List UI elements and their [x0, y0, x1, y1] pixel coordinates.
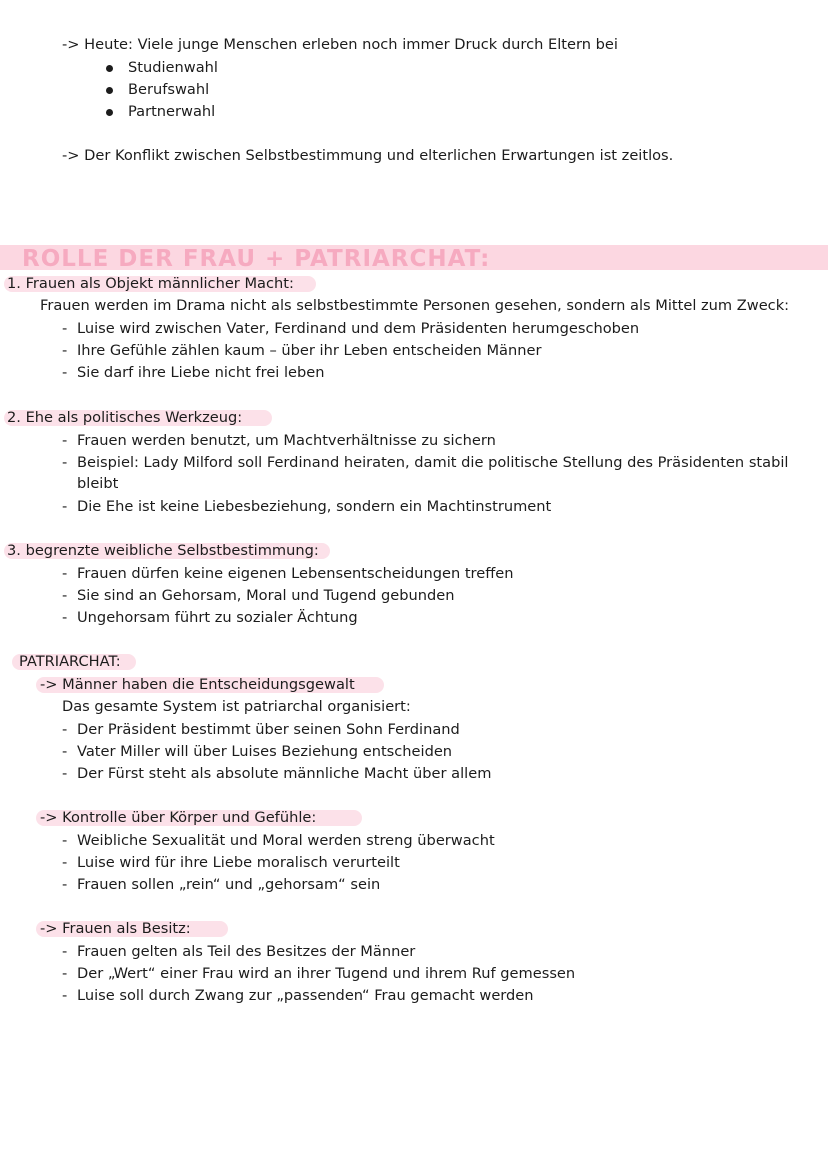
list-item: - Luise wird zwischen Vater, Ferdinand und dem Präsidenten herumgeschoben	[62, 318, 639, 340]
list-item-continuation: bleibt	[77, 475, 119, 492]
list-item: - Beispiel: Lady Milford soll Ferdinand heiraten, damit die politische Stellung des Präsidenten stabil	[62, 452, 788, 474]
list-item: - Die Ehe ist keine Liebesbeziehung, sondern ein Machtinstrument	[62, 496, 551, 518]
list-item: - Luise soll durch Zwang zur „passenden“ Frau gemacht werden	[62, 985, 575, 1007]
point-2-list-continued	[62, 496, 551, 518]
point-1-intro: Frauen werden im Drama nicht als selbstbestimmte Personen gesehen, sondern als Mittel zum Zweck:	[40, 297, 790, 314]
list-item: - Frauen sollen „rein“ und „gehorsam“ sein	[62, 874, 495, 896]
pressure-bullet-list	[106, 57, 218, 124]
block-2-list	[62, 830, 495, 897]
block-2-heading: -> Kontrolle über Körper und Gefühle:	[40, 809, 317, 826]
list-item: - Der Fürst steht als absolute männliche Macht über allem	[62, 763, 491, 785]
list-item: - Frauen gelten als Teil des Besitzes der Männer	[62, 941, 575, 963]
block-1-heading: -> Männer haben die Entscheidungsgewalt	[40, 676, 355, 693]
point-1-list	[62, 318, 639, 385]
patriarchat-heading: PATRIARCHAT:	[19, 653, 121, 670]
point-3-heading: 3. begrenzte weibliche Selbstbestimmung:	[7, 542, 319, 559]
list-item: Studienwahl	[106, 57, 218, 79]
block-3-list	[62, 941, 575, 1008]
list-item: - Sie darf ihre Liebe nicht frei leben	[62, 362, 639, 384]
list-item: - Ihre Gefühle zählen kaum – über ihr Leben entscheiden Männer	[62, 340, 639, 362]
list-item: - Frauen werden benutzt, um Machtverhältnisse zu sichern	[62, 430, 788, 452]
today-line: -> Heute: Viele junge Menschen erleben noch immer Druck durch Eltern bei	[62, 36, 618, 53]
list-item: - Luise wird für ihre Liebe moralisch verurteilt	[62, 852, 495, 874]
point-1-heading: 1. Frauen als Objekt männlicher Macht:	[7, 275, 294, 292]
list-item: Berufswahl	[106, 79, 218, 101]
list-item: - Ungehorsam führt zu sozialer Ächtung	[62, 607, 514, 629]
conflict-line: -> Der Konflikt zwischen Selbstbestimmung und elterlichen Erwartungen ist zeitlos.	[62, 147, 674, 164]
list-item: - Sie sind an Gehorsam, Moral und Tugend gebunden	[62, 585, 514, 607]
list-item: Partnerwahl	[106, 101, 218, 123]
list-item: - Der „Wert“ einer Frau wird an ihrer Tugend und ihrem Ruf gemessen	[62, 963, 575, 985]
point-3-list	[62, 563, 514, 630]
point-2-list	[62, 430, 788, 474]
block-1-intro: Das gesamte System ist patriarchal organisiert:	[62, 698, 411, 715]
list-item: - Weibliche Sexualität und Moral werden streng überwacht	[62, 830, 495, 852]
point-2-heading: 2. Ehe als politisches Werkzeug:	[7, 409, 243, 426]
list-item: - Der Präsident bestimmt über seinen Sohn Ferdinand	[62, 719, 491, 741]
block-3-heading: -> Frauen als Besitz:	[40, 920, 191, 937]
list-item: - Vater Miller will über Luises Beziehung entscheiden	[62, 741, 491, 763]
list-item: - Frauen dürfen keine eigenen Lebensentscheidungen treffen	[62, 563, 514, 585]
section-title: ROLLE DER FRAU + PATRIARCHAT:	[22, 246, 491, 272]
block-1-list	[62, 719, 491, 786]
